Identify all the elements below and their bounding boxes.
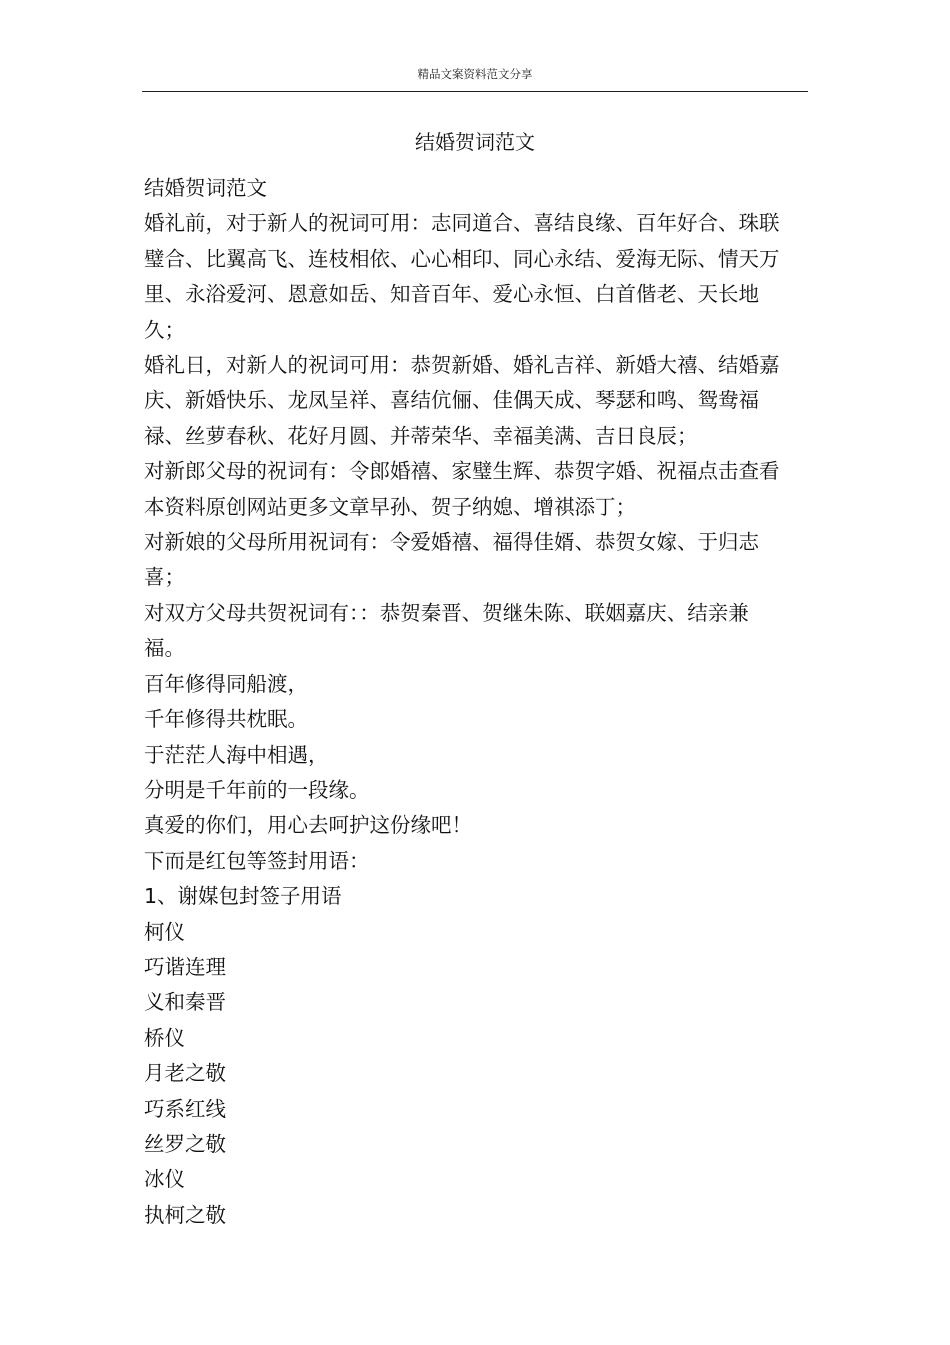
- paragraph: 下而是红包等签封用语：: [144, 848, 370, 873]
- paragraph: 结婚贺词范文: [144, 176, 267, 200]
- paragraph: 婚礼日，对新人的祝词可用：恭贺新婚、婚礼吉祥、新婚大禧、结婚嘉庆、新婚快乐、龙凤呈祥、喜结伉俪、佳偶天成、琴瑟和鸣、鸳鸯福禄、丝萝春秋、花好月圆、并蒂荣华、幸福美满、吉日良辰；: [144, 353, 780, 448]
- paragraph: 对双方父母共贺祝词有：：恭贺秦晋、贺继朱陈、联姻嘉庆、结亲兼福。: [144, 600, 749, 661]
- header-divider: [142, 91, 808, 92]
- paragraph: 冰仪: [144, 1167, 185, 1192]
- paragraph: 百年修得同船渡，: [144, 671, 308, 696]
- paragraph: 真爱的你们，用心去呵护这份缘吧！: [144, 813, 472, 838]
- paragraph: 义和秦晋: [144, 990, 226, 1015]
- paragraph: 婚礼前，对于新人的祝词可用：志同道合、喜结良缘、百年好合、珠联璧合、比翼高飞、连枝相依、心心相印、同心永结、爱海无际、情天万里、永浴爱河、恩意如岳、知音百年、爱心永恒、白首偕老、天长地久；: [144, 211, 780, 342]
- paragraph: 桥仪: [144, 1025, 185, 1050]
- paragraph: 对新娘的父母所用祝词有：令爱婚禧、福得佳婿、恭贺女嫁、于归志喜；: [144, 530, 759, 590]
- paragraph: 对新郎父母的祝词有：令郎婚禧、家璧生辉、恭贺字婚、祝福点击查看本资料原创网站更多文章早孙、贺子纳媳、增祺添丁；: [144, 459, 780, 519]
- paragraph: 巧系红线: [144, 1096, 226, 1121]
- paragraph: 柯仪: [144, 919, 185, 944]
- paragraph: 月老之敬: [144, 1061, 226, 1086]
- paragraph: 于茫茫人海中相遇，: [144, 742, 329, 767]
- paragraph: 1、谢媒包封签子用语: [144, 884, 342, 909]
- paragraph: 分明是千年前的一段缘。: [144, 777, 370, 802]
- document-title: 结婚贺词范文: [415, 130, 535, 154]
- document-body: [144, 171, 784, 1233]
- paragraph: 巧谐连理: [144, 954, 226, 979]
- paragraph: 执柯之敬: [144, 1202, 226, 1227]
- page-header: 精品文案资料范文分享: [417, 67, 533, 81]
- paragraph: 千年修得共枕眠。: [144, 707, 308, 732]
- paragraph: 丝罗之敬: [144, 1131, 226, 1156]
